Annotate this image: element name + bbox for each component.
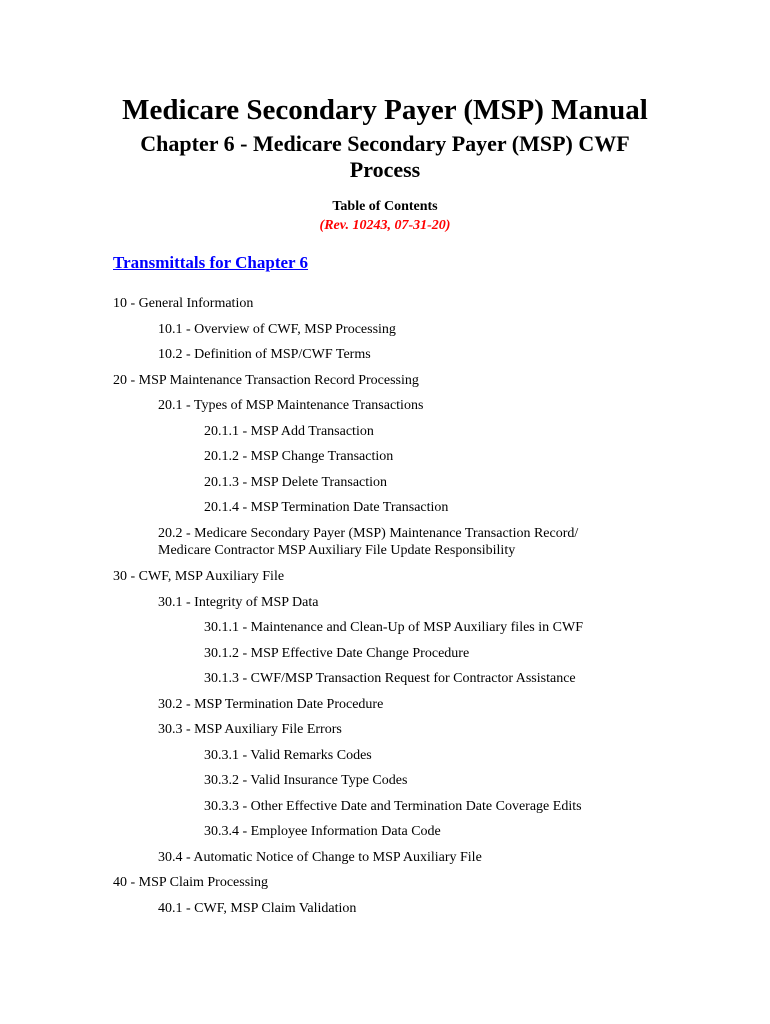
toc-entry[interactable] xyxy=(0,496,770,522)
toc-entry-label: 30.1.2 - MSP Effective Date Change Procedure xyxy=(204,645,470,661)
toc-entry[interactable] xyxy=(0,591,770,617)
toc-entry[interactable] xyxy=(0,769,770,795)
toc-entry[interactable] xyxy=(0,369,770,395)
toc-entry[interactable] xyxy=(0,642,770,668)
transmittals-link[interactable]: Transmittals for Chapter 6 xyxy=(113,253,309,272)
toc-entry[interactable] xyxy=(0,718,770,744)
toc-entry-label: 20 - MSP Maintenance Transaction Record Processing xyxy=(113,372,419,388)
toc-entry-label: 30.3 - MSP Auxiliary File Errors xyxy=(158,722,342,737)
toc-entry[interactable] xyxy=(0,318,770,344)
document-title: Medicare Secondary Payer (MSP) Manual xyxy=(122,94,648,126)
toc-entry-label: 30.3.4 - Employee Information Data Code xyxy=(204,824,441,839)
toc-entry-label: 30.3.1 - Valid Remarks Codes xyxy=(204,747,372,763)
toc-entry-label: 20.1.1 - MSP Add Transaction xyxy=(204,423,374,439)
toc-entry[interactable] xyxy=(0,820,770,846)
toc-entry-label: 20.1.2 - MSP Change Transaction xyxy=(204,449,394,464)
toc-entry[interactable] xyxy=(0,522,770,566)
toc-entry-label: 10.1 - Overview of CWF, MSP Processing xyxy=(158,321,396,337)
toc-entry-label: 30.4 - Automatic Notice of Change to MSP Auxiliary File xyxy=(158,849,482,865)
toc-entry[interactable] xyxy=(0,744,770,770)
toc-entry[interactable] xyxy=(0,445,770,471)
toc-entry-label: 30.3.3 - Other Effective Date and Termination Date Coverage Edits xyxy=(204,798,582,814)
toc-entry[interactable] xyxy=(0,565,770,591)
toc-entry-label: 30.1.3 - CWF/MSP Transaction Request for Contractor Assistance xyxy=(204,671,576,686)
toc-entry-label: 30.3.2 - Valid Insurance Type Codes xyxy=(204,773,408,788)
toc-entry[interactable] xyxy=(0,871,770,897)
toc-entry[interactable] xyxy=(0,846,770,872)
toc-entry[interactable] xyxy=(0,471,770,497)
toc-entry[interactable] xyxy=(0,795,770,821)
toc-entry-label: 40.1 - CWF, MSP Claim Validation xyxy=(158,900,357,916)
table-of-contents xyxy=(0,292,770,922)
toc-entry-label: 30.2 - MSP Termination Date Procedure xyxy=(158,696,384,712)
chapter-title-line-2: Process xyxy=(349,157,421,182)
toc-entry-label: 30.1.1 - Maintenance and Clean-Up of MSP Auxiliary files in CWF xyxy=(204,620,583,635)
toc-entry[interactable] xyxy=(0,616,770,642)
toc-entry-label: 20.1 - Types of MSP Maintenance Transactions xyxy=(158,398,424,413)
toc-entry[interactable] xyxy=(0,420,770,446)
toc-entry-label: 30 - CWF, MSP Auxiliary File xyxy=(113,569,285,584)
toc-entry-label: 10 - General Information xyxy=(113,296,254,311)
toc-entry[interactable] xyxy=(0,693,770,719)
revision-note: (Rev. 10243, 07-31-20) xyxy=(319,218,451,233)
toc-entry[interactable] xyxy=(0,667,770,693)
toc-entry-label: 20.1.3 - MSP Delete Transaction xyxy=(204,474,388,490)
toc-entry[interactable] xyxy=(0,394,770,420)
toc-entry[interactable] xyxy=(0,897,770,923)
toc-entry-label-continued: Medicare Contractor MSP Auxiliary File Update Responsibility xyxy=(158,543,516,558)
toc-entry-label: 20.2 - Medicare Secondary Payer (MSP) Maintenance Transaction Record/ xyxy=(158,525,579,541)
toc-entry-label: 20.1.4 - MSP Termination Date Transaction xyxy=(204,500,449,515)
toc-entry-label: 30.1 - Integrity of MSP Data xyxy=(158,594,319,610)
toc-entry-label: 40 - MSP Claim Processing xyxy=(113,875,269,890)
toc-entry[interactable] xyxy=(0,343,770,369)
toc-entry[interactable] xyxy=(0,292,770,318)
toc-entry-label: 10.2 - Definition of MSP/CWF Terms xyxy=(158,347,371,362)
toc-heading: Table of Contents xyxy=(332,199,438,214)
chapter-title-line-1: Chapter 6 - Medicare Secondary Payer (MSP) CWF xyxy=(140,131,630,156)
